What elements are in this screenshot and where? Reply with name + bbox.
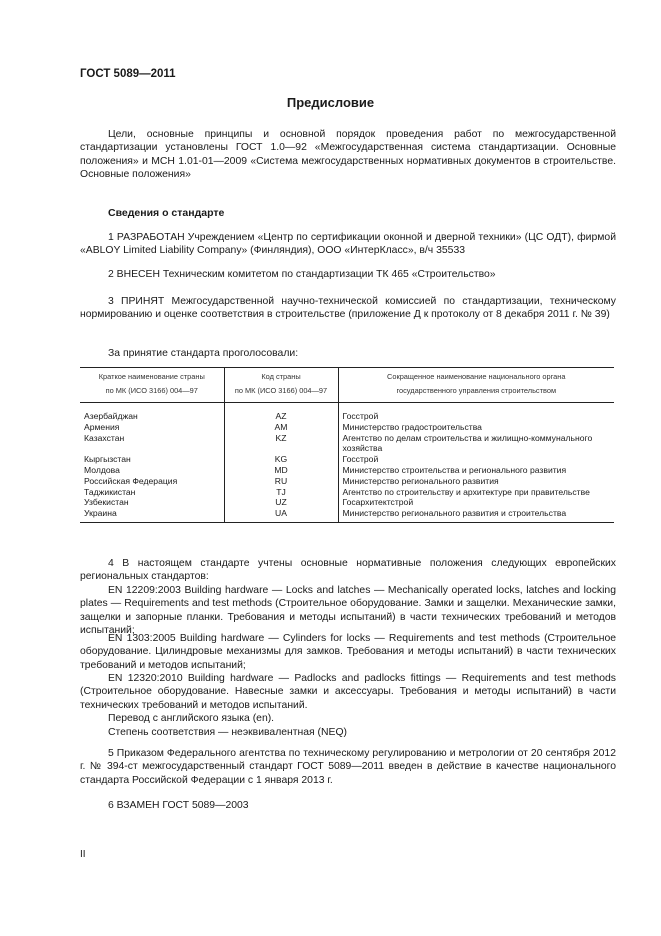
- page-title: Предисловие: [286, 95, 375, 110]
- item-6-replaces: 6 ВЗАМЕН ГОСТ 5089—2003: [108, 800, 249, 811]
- en-12209-reference: EN 12209:2003 Building hardware — Locks and latches — Mechanically operated locks, latches and locking plates — Requirements and test methods (Строительное оборудование. Замки и защелки. Механические замки, защелки и запорные планки. Требования и методы испытаний) в части технических требований и методов испытаний;: [80, 585, 616, 637]
- header-country-code: Код страны по МК (ИСО 3166) 004—97: [224, 368, 338, 403]
- table-row: Таджикистан TJ Агентство по строительству и архитектуре при правительстве: [80, 487, 614, 498]
- header-authority: Сокращенное наименование национального органа государственного управления строительством: [338, 368, 614, 403]
- table-row: Молдова MD Министерство строительства и регионального развития: [80, 465, 614, 476]
- conformity-degree: Степень соответствия — неэквивалентная (NEQ): [108, 727, 347, 738]
- table-row: Кыргызстан KG Госстрой: [80, 454, 614, 465]
- table-row: Казахстан KZ Агентство по делам строительства и жилищно-коммунального хозяйства: [80, 433, 614, 455]
- voting-table-header: [80, 368, 614, 403]
- translation-note: Перевод с английского языка (en).: [108, 713, 275, 724]
- table-row: Узбекистан UZ Госархитектстрой: [80, 497, 614, 508]
- voting-table: [80, 367, 614, 523]
- table-row: Российская Федерация RU Министерство регионального развития: [80, 476, 614, 487]
- item-2-introduced: 2 ВНЕСЕН Техническим комитетом по стандартизации ТК 465 «Строительство»: [108, 269, 496, 280]
- section-subheading: Сведения о стандарте: [108, 207, 225, 219]
- page-number: II: [80, 849, 86, 860]
- item-3-adopted: 3 ПРИНЯТ Межгосударственной научно-технической комиссией по стандартизации, техническому нормированию и оценке соответствия в строительстве (приложение Д к протоколу от 8 декабря 2011 г. № 39): [80, 296, 616, 321]
- table-row: Украина UA Министерство регионального развития и строительства: [80, 508, 614, 522]
- intro-paragraph: Цели, основные принципы и основной порядок проведения работ по межгосударственной стандартизации установлены ГОСТ 1.0—92 «Межгосударственная система стандартизации. Основные положения» и МСН 1.01-01—2009 «Система межгосударственных нормативных документов в строительстве. Основные положения»: [80, 129, 616, 181]
- table-row: Армения AM Министерство градостроительства: [80, 422, 614, 433]
- document-code: ГОСТ 5089—2011: [80, 68, 176, 80]
- item-1-developed: 1 РАЗРАБОТАН Учреждением «Центр по сертификации оконной и дверной техники» (ЦС ОДТ), фирмой «ABLOY Limited Liability Company» (Финляндия), ООО «ИнтерКласс», в/ч 35533: [80, 232, 616, 257]
- en-12320-reference: EN 12320:2010 Building hardware — Padlocks and padlocks fittings — Requirements and test methods (Строительное оборудование. Навесные замки и аксессуары. Требования и методы испытаний) в части технических требований и методов испытаний.: [80, 673, 616, 711]
- item-4-lead: 4 В настоящем стандарте учтены основные нормативные положения следующих европейских региональных стандартов:: [80, 558, 616, 583]
- en-1303-reference: EN 1303:2005 Building hardware — Cylinders for locks — Requirements and test methods (Строительное оборудование. Цилиндровые механизмы для замков. Требования и методы испытаний) в части технических требований и методов испытаний;: [80, 633, 616, 671]
- vote-intro: За принятие стандарта проголосовали:: [108, 348, 299, 359]
- table-row: Азербайджан AZ Госстрой: [80, 403, 614, 422]
- item-5-enactment: 5 Приказом Федерального агентства по техническому регулированию и метрологии от 20 сентября 2012 г. № 394-ст межгосударственный стандарт ГОСТ 5089—2011 введен в действие в качестве национального стандарта Российской Федерации с 1 января 2013 г.: [80, 748, 616, 786]
- header-country-name: Краткое наименование страны по МК (ИСО 3166) 004—97: [80, 368, 224, 403]
